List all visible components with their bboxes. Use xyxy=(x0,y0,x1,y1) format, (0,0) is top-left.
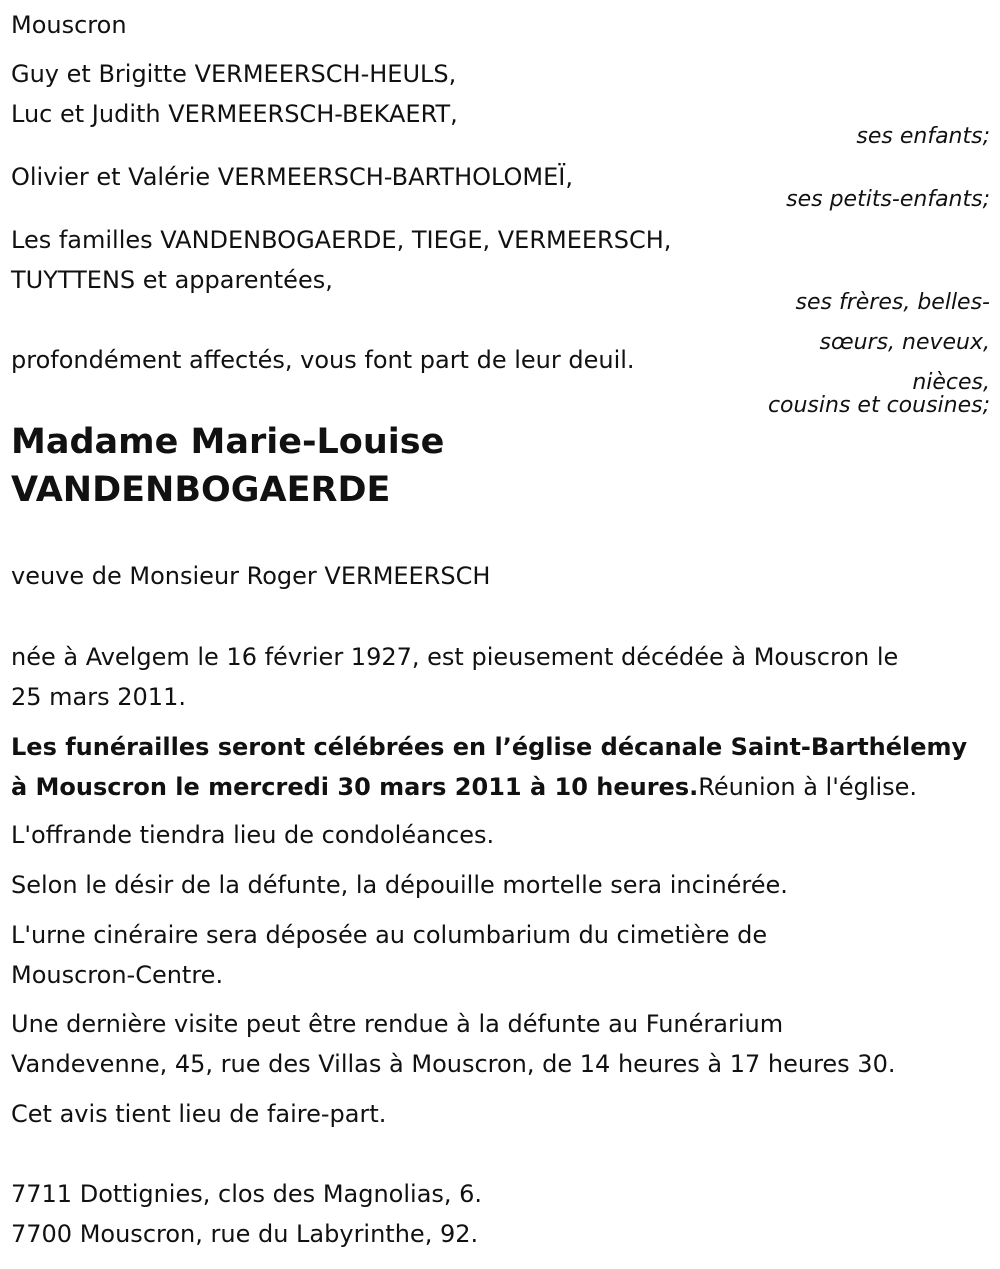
funeral-bold-2: à Mouscron le mercredi 30 mars 2011 à 10 heures. xyxy=(11,773,699,801)
offering-line: L'offrande tiendra lieu de condoléances. xyxy=(11,821,495,849)
deceased-name-line-2: VANDENBOGAERDE xyxy=(11,470,391,510)
urn-line-1: L'urne cinéraire sera déposée au columbarium du cimetière de xyxy=(11,921,768,949)
birth-death-line-2: 25 mars 2011. xyxy=(11,683,186,711)
notice-line: Cet avis tient lieu de faire-part. xyxy=(11,1100,387,1128)
families-role-line-4: cousins et cousines; xyxy=(767,393,990,418)
funeral-line-1 xyxy=(11,727,967,767)
visit-line-1: Une dernière visite peut être rendue à la défunte au Funérarium xyxy=(11,1010,784,1038)
families-role-line-1: ses frères, belles- xyxy=(795,290,990,315)
funeral-meeting: Réunion à l'église. xyxy=(698,773,918,801)
families-line-2: TUYTTENS et apparentées, xyxy=(11,266,333,294)
children-role: ses enfants; xyxy=(856,124,990,149)
address-line-2: 7700 Mouscron, rue du Labyrinthe, 92. xyxy=(11,1220,479,1248)
closing-line: profondément affectés, vous font part de leur deuil. xyxy=(11,346,635,374)
cremation-line: Selon le désir de la défunte, la dépouille mortelle sera incinérée. xyxy=(11,871,788,899)
address-line-1: 7711 Dottignies, clos des Magnolias, 6. xyxy=(11,1180,483,1208)
grandchildren-line: Olivier et Valérie VERMEERSCH-BARTHOLOMEÏ, xyxy=(11,163,573,191)
funeral-line-2 xyxy=(11,767,917,807)
families-role-line-2: sœurs, neveux, xyxy=(819,330,990,355)
children-line-1: Guy et Brigitte VERMEERSCH-HEULS, xyxy=(11,60,457,88)
birth-death-line-1: née à Avelgem le 16 février 1927, est pieusement décédée à Mouscron le xyxy=(11,643,899,671)
families-role-line-3: nièces, xyxy=(912,370,990,395)
urn-line-2: Mouscron-Centre. xyxy=(11,961,224,989)
grandchildren-role: ses petits-enfants; xyxy=(786,187,990,212)
deceased-name-line-1: Madame Marie-Louise xyxy=(11,422,445,462)
visit-line-2: Vandevenne, 45, rue des Villas à Mouscron, de 14 heures à 17 heures 30. xyxy=(11,1050,896,1078)
funeral-bold-1: Les funérailles seront célébrées en l’église décanale Saint-Barthélemy xyxy=(11,733,968,761)
city-heading: Mouscron xyxy=(11,11,127,39)
widow-of-line: veuve de Monsieur Roger VERMEERSCH xyxy=(11,562,491,590)
families-line-1: Les familles VANDENBOGAERDE, TIEGE, VERMEERSCH, xyxy=(11,226,672,254)
children-line-2: Luc et Judith VERMEERSCH-BEKAERT, xyxy=(11,100,458,128)
